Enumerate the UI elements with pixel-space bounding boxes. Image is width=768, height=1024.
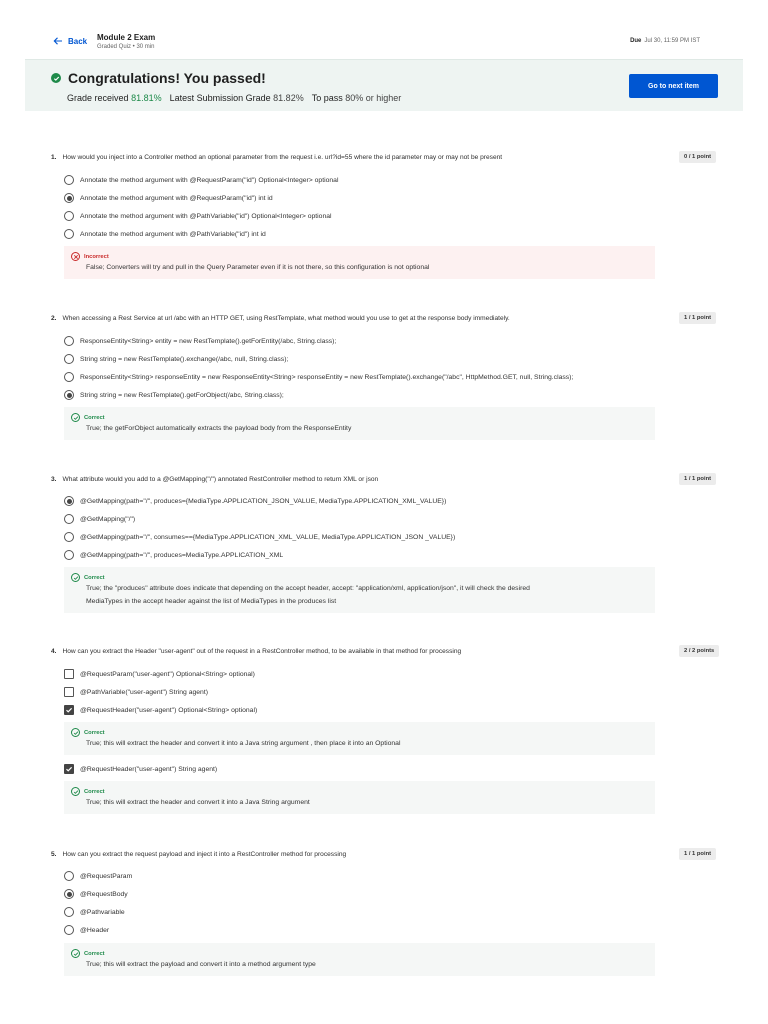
radio-button-selected[interactable] [64,193,74,203]
back-link[interactable] [53,36,87,46]
option-label: Annotate the method argument with @RequestParam("id") int id [80,194,273,202]
to-pass-label: To pass [311,93,343,103]
go-to-next-item-button[interactable]: Go to next item [629,74,718,98]
latest-grade-label: Latest Submission Grade [169,93,271,103]
feedback-status-label: Correct [84,950,105,957]
question-text [51,153,671,162]
option-label: @RequestParam("user-agent") Optional<String> optional) [80,670,255,678]
exam-title-block [97,33,155,52]
feedback-text: True; the getForObject automatically extracts the payload body from the ResponseEntity [86,425,352,432]
feedback-text-continued: MediaTypes in the accept header against the list of MediaTypes in the produces list [86,598,337,605]
due-label: Due [630,38,642,44]
option[interactable] [64,211,332,221]
option[interactable] [64,532,455,542]
question-prompt: What attribute would you add to a @GetMapping("/") annotated RestController method to return XML or json [62,476,379,483]
option[interactable] [64,871,132,881]
option-label: ResponseEntity<String> responseEntity = new ResponseEntity<String> responseEntity = new RestTemplate().exchange("/abc", HttpMethod.GET, null, String.class); [80,373,574,381]
radio-button[interactable] [64,354,74,364]
option[interactable] [64,669,255,679]
feedback-text: True; the "produces" attribute does indicate that depending on the accept header, accept: "application/xml, application/json", it will check the desired [86,585,530,592]
question-prompt: How would you inject into a Controller method an optional parameter from the request i.e. url?id=55 where the id parameter may or may not be present [62,154,503,161]
feedback-text: False; Converters will try and pull in the Query Parameter even if it is not there, so this configuration is not optional [86,264,430,271]
option-label: String string = new RestTemplate().exchange(/abc, null, String.class); [80,355,289,363]
option[interactable] [64,229,266,239]
feedback-status [71,252,655,261]
question-number: 1. [51,154,57,161]
option-label: @RequestBody [80,890,128,898]
option[interactable] [64,764,217,774]
banner-title-text: Congratulations! You passed! [68,70,266,86]
grade-received-value: 81.81% [131,93,162,103]
option-label: @RequestHeader("user-agent") Optional<String> optional) [80,706,258,714]
checkbox-checked[interactable] [64,705,74,715]
option[interactable] [64,336,336,346]
radio-button[interactable] [64,871,74,881]
checkbox[interactable] [64,687,74,697]
question-prompt: When accessing a Rest Service at url /abc with an HTTP GET, using RestTemplate, what method would you use to get at the response body immediately. [62,315,510,322]
option-label: @RequestParam [80,872,133,880]
radio-button-selected[interactable] [64,889,74,899]
feedback-correct [64,407,655,440]
grade-received [67,93,162,103]
feedback-status-label: Correct [84,788,105,795]
question-text [51,850,671,859]
option[interactable] [64,925,109,935]
option-label: @GetMapping(path="/", consumes=={MediaType.APPLICATION_XML_VALUE, MediaType.APPLICATION_JSON _VALUE}) [80,533,456,541]
feedback-status [71,949,655,958]
points-badge: 0 / 1 point [679,151,716,163]
radio-button[interactable] [64,907,74,917]
option-label: @Pathvariable [80,908,125,916]
feedback-status-label: Correct [84,574,105,581]
latest-grade-value: 81.82% [273,93,304,103]
radio-button[interactable] [64,336,74,346]
to-pass-value: 80% or higher [345,93,402,103]
points-badge: 1 / 1 point [679,312,716,324]
grade-summary [67,93,401,103]
option-label: String string = new RestTemplate().getForObject(/abc, String.class); [80,391,284,399]
feedback-status-label: Incorrect [84,253,109,260]
question-prompt: How can you extract the request payload and inject it into a RestController method for processing [62,851,347,858]
grade-received-label: Grade received [67,93,129,103]
latest-grade [170,93,304,103]
feedback-incorrect [64,246,655,279]
x-circle-icon [71,252,80,261]
check-circle-icon [71,949,80,958]
option-label: @GetMapping(path="/", produces={MediaType.APPLICATION_JSON_VALUE, MediaType.APPLICATION_XML_VALUE}) [80,497,447,505]
question-text [51,475,671,484]
feedback-text: True; this will extract the header and convert it into a Java string argument , then place it into an Optional [86,740,401,747]
feedback-correct [64,567,655,613]
question-text [51,314,671,323]
option[interactable] [64,390,284,400]
checkbox[interactable] [64,669,74,679]
option-label: @GetMapping(path="/", produces=MediaType.APPLICATION_XML [80,551,284,559]
feedback-text: True; this will extract the header and convert it into a Java String argument [86,799,310,806]
feedback-status [71,413,655,422]
radio-button-selected[interactable] [64,496,74,506]
radio-button[interactable] [64,550,74,560]
question-prompt: How can you extract the Header "user-agent" out of the request in a RestController method, to be available in that method for processing [62,648,462,655]
question-number: 3. [51,476,57,483]
checkbox-checked[interactable] [64,764,74,774]
feedback-status-label: Correct [84,729,105,736]
feedback-status-label: Correct [84,414,105,421]
check-circle-icon [71,413,80,422]
check-circle-icon [71,787,80,796]
question-number: 4. [51,648,57,655]
option[interactable] [64,907,125,917]
option[interactable] [64,496,446,506]
radio-button[interactable] [64,532,74,542]
option-label: ResponseEntity<String> entity = new RestTemplate().getForEntity(/abc, String.class); [80,337,337,345]
feedback-status [71,573,655,582]
check-circle-icon [71,573,80,582]
points-badge: 2 / 2 points [679,645,719,657]
option-label: @RequestHeader("user-agent") String agent) [80,765,218,773]
option-label: @PathVariable("user-agent") String agent) [80,688,208,696]
option-label: Annotate the method argument with @PathVariable("id") int id [80,230,266,238]
radio-button[interactable] [64,211,74,221]
points-badge: 1 / 1 point [679,848,716,860]
option[interactable] [64,372,573,382]
question-number: 2. [51,315,57,322]
feedback-status [71,787,655,796]
checkmark-icon [65,706,73,714]
radio-button[interactable] [64,372,74,382]
option[interactable] [64,550,283,560]
to-pass [312,93,402,103]
back-label: Back [68,36,88,46]
radio-button[interactable] [64,229,74,239]
option-label: @GetMapping("/") [80,515,136,523]
banner-title [51,70,266,86]
option-label: Annotate the method argument with @PathVariable("id") Optional<Integer> optional [80,212,332,220]
feedback-correct [64,722,655,755]
exam-title: Module 2 Exam [97,33,156,42]
question-text [51,647,671,656]
feedback-status [71,728,655,737]
passed-banner [25,59,743,111]
radio-button[interactable] [64,175,74,185]
feedback-correct [64,943,655,976]
check-circle-icon [51,73,61,83]
due-date [630,38,700,44]
option-label: @Header [80,926,110,934]
option[interactable] [64,175,338,185]
exam-subtitle: Graded Quiz • 30 min [97,44,155,50]
arrow-left-icon [53,36,63,46]
check-circle-icon [71,728,80,737]
option[interactable] [64,193,273,203]
option[interactable] [64,354,288,364]
option[interactable] [64,705,257,715]
option[interactable] [64,514,135,524]
points-badge: 1 / 1 point [679,473,716,485]
feedback-correct [64,781,655,814]
radio-button-selected[interactable] [64,390,74,400]
option[interactable] [64,687,208,697]
checkmark-icon [65,765,73,773]
radio-button[interactable] [64,514,74,524]
due-value: Jul 30, 11:59 PM IST [644,38,700,44]
top-bar [0,0,768,58]
feedback-text: True; this will extract the payload and convert it into a method argument type [86,961,316,968]
radio-button[interactable] [64,925,74,935]
option-label: Annotate the method argument with @RequestParam("id") Optional<Integer> optional [80,176,339,184]
option[interactable] [64,889,128,899]
question-number: 5. [51,851,57,858]
